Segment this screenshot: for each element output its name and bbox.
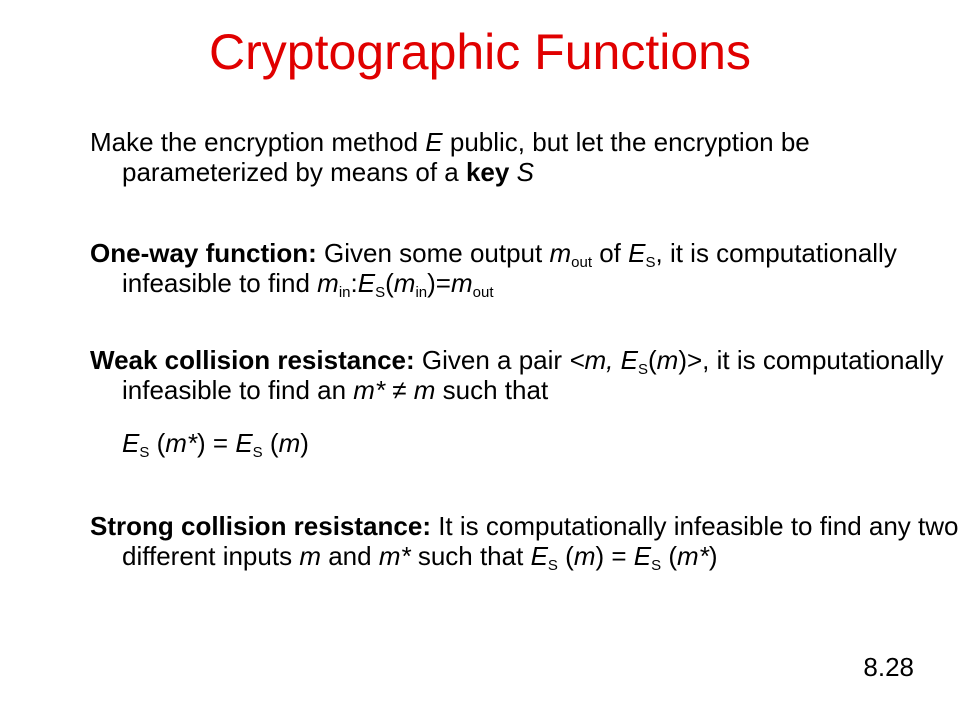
- slide-title: Cryptographic Functions: [209, 24, 751, 80]
- term-weak-collision-resistance: Weak collision resistance:: [90, 345, 415, 375]
- paragraph-strong-collision-resistance: Strong collision resistance: It is computationally infeasible to find any two different inputs m and m* such that $E_S$ $(m) = E_S$ (m*): [90, 511, 959, 574]
- term-one-way-function: One-way function:: [90, 238, 317, 268]
- paragraph-encryption-method: Make the encryption method E public, but let the encryption be parameterized by means of a key S: [90, 127, 810, 187]
- paragraph-weak-collision-resistance: Weak collision resistance: Given a pair <m, $E_S(m)>$, it is computationally infeasible to find an m* ≠ m such that: [90, 345, 944, 405]
- paragraph-one-way-function: One-way function: Given some output $m_{out}$ of $E_S$, it is computationally infeasible to find $m_{in}:E_S(m_{in})=m_{out}$: [90, 238, 897, 301]
- weak-collision-formula: $E_S$ $(m*) = E_S$ (m): [122, 428, 309, 461]
- slide-number: 8.28: [863, 652, 914, 682]
- term-strong-collision-resistance: Strong collision resistance:: [90, 511, 431, 541]
